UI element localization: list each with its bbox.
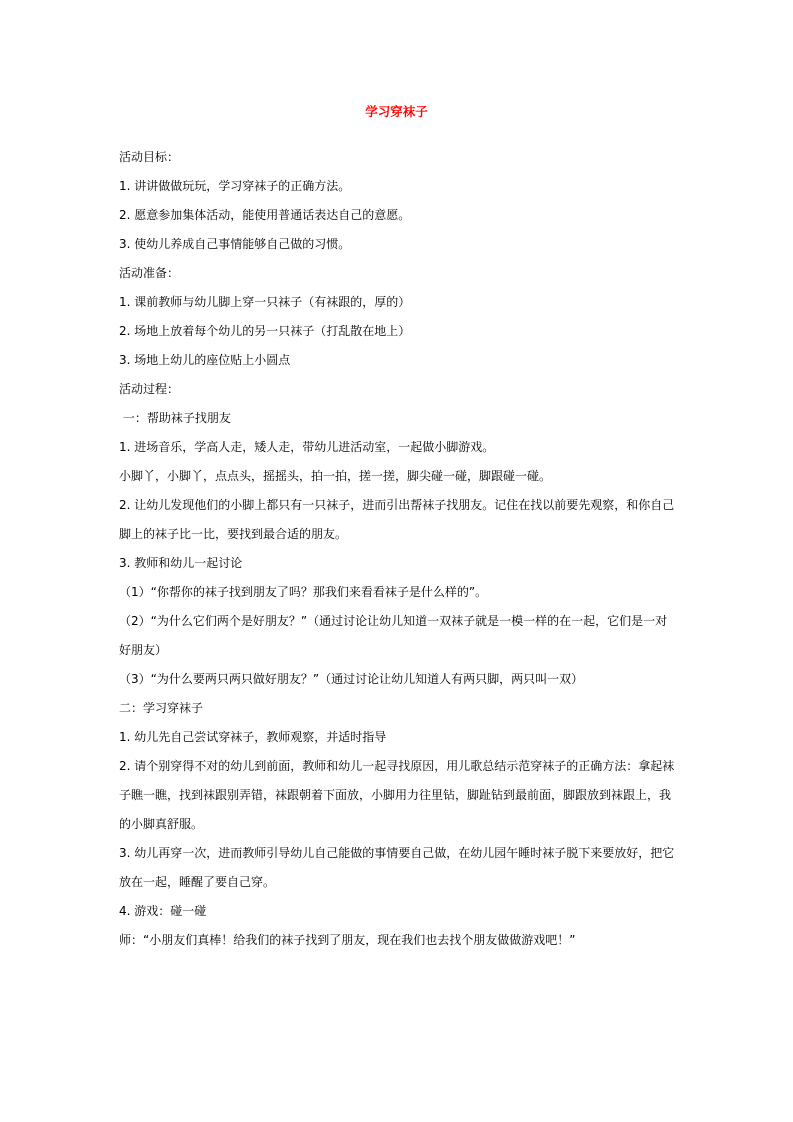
process-item-2-3: 3. 幼儿再穿一次，进而教师引导幼儿自己能做的事情要自己做，在幼儿园午睡时袜子脱下来要放好，把它放在一起，睡醒了要自己穿。	[119, 846, 675, 889]
teacher-speech: 师：“小朋友们真棒！给我们的袜子找到了朋友，现在我们也去找个朋友做做游戏吧！”	[119, 933, 576, 947]
subsection-heading-2: 二：学习穿袜子	[119, 701, 204, 715]
subsection-heading-1: 一：帮助袜子找朋友	[119, 411, 231, 425]
goal-item-2: 2. 愿意参加集体活动，能使用普通话表达自己的意愿。	[119, 208, 411, 222]
process-item-1-3: 3. 教师和幼儿一起讨论	[119, 556, 243, 570]
goal-item-3: 3. 使幼儿养成自己事情能够自己做的习惯。	[119, 237, 351, 251]
process-item-2-4: 4. 游戏：碰一碰	[119, 904, 207, 918]
rhyme-line: 小脚丫，小脚丫，点点头，摇摇头，拍一拍，搓一搓，脚尖碰一碰，脚跟碰一碰。	[119, 469, 552, 483]
section-heading-preparation: 活动准备：	[119, 266, 180, 280]
process-item-2-1: 1. 幼儿先自己尝试穿袜子，教师观察，并适时指导	[119, 730, 387, 744]
process-item-2-2: 2. 请个别穿得不对的幼儿到前面，教师和幼儿一起寻找原因，用儿歌总结示范穿袜子的正确方法：拿起袜子瞧一瞧，找到袜跟别弄错，袜跟朝着下面放，小脚用力往里钻，脚趾钻到最前面，脚跟放到袜跟上，我的小脚真舒服。	[119, 759, 675, 831]
process-item-1-1: 1. 进场音乐，学高人走，矮人走，带幼儿进活动室，一起做小脚游戏。	[119, 440, 495, 454]
preparation-item-3: 3. 场地上幼儿的座位贴上小圆点	[119, 353, 291, 367]
discussion-item-3: （3）“为什么要两只两只做好朋友？”（通过讨论让幼儿知道人有两只脚，两只叫一双）	[119, 672, 584, 686]
process-item-1-2: 2. 让幼儿发现他们的小脚上都只有一只袜子，进而引出帮袜子找朋友。记住在找以前要先观察，和你自己脚上的袜子比一比，要找到最合适的朋友。	[119, 498, 675, 541]
section-heading-process: 活动过程：	[119, 382, 180, 396]
document-title: 学习穿袜子	[365, 104, 428, 119]
document-body	[119, 148, 679, 960]
goal-item-1: 1. 讲讲做做玩玩，学习穿袜子的正确方法。	[119, 179, 351, 193]
preparation-item-2: 2. 场地上放着每个幼儿的另一只袜子（打乱散在地上）	[119, 324, 411, 338]
preparation-item-1: 1. 课前教师与幼儿脚上穿一只袜子（有袜跟的，厚的）	[119, 295, 411, 309]
discussion-item-1: （1）“你帮你的袜子找到朋友了吗？那我们来看看袜子是什么样的”。	[119, 585, 488, 599]
section-heading-goals: 活动目标：	[119, 150, 180, 164]
discussion-item-2: （2）“为什么它们两个是好朋友？”（通过讨论让幼儿知道一双袜子就是一模一样的在一起，它们是一对好朋友）	[119, 614, 668, 657]
